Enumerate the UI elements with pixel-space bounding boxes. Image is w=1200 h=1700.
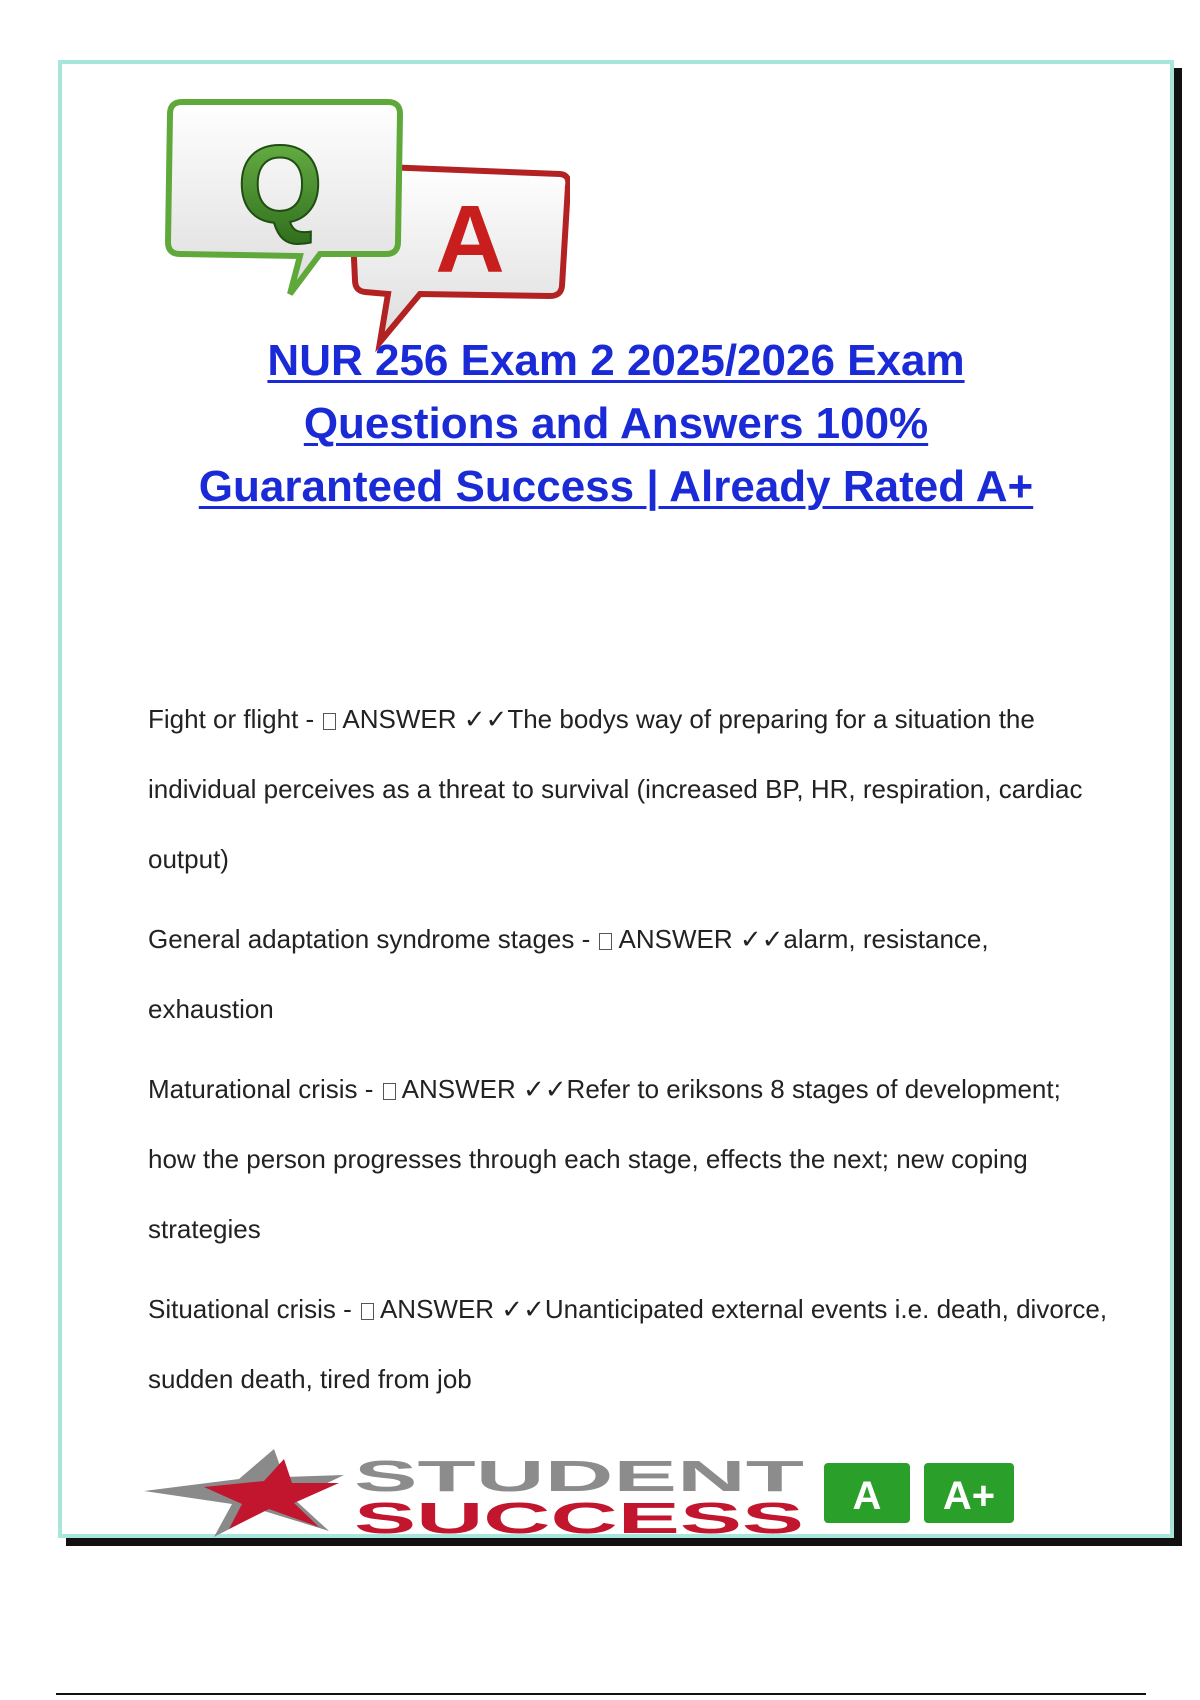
question-text: Maturational crisis -	[148, 1074, 381, 1104]
grade-badge-a-plus	[924, 1463, 1014, 1523]
question-text: Fight or flight -	[148, 704, 322, 734]
qa-item	[148, 1274, 1108, 1414]
answer-label: ANSWER ✓✓	[618, 924, 784, 954]
answer-text: The bodys way of preparing for a situation the individual perceives as a threat to survival (increased BP, HR, respiration, cardiac output)	[148, 704, 1083, 874]
q-letter: Q	[237, 123, 323, 246]
missing-glyph-icon	[323, 713, 336, 730]
grade-badge-a	[824, 1463, 910, 1523]
qa-item	[148, 904, 1108, 1044]
bottom-divider	[56, 1693, 1146, 1695]
qa-list	[148, 684, 1108, 1424]
title-line-2[interactable]: Questions and Answers 100%	[303, 399, 929, 448]
answer-text: Refer to eriksons 8 stages of development; how the person progresses through each stage, effects the next; new coping strategies	[148, 1074, 1061, 1244]
answer-label: ANSWER ✓✓	[342, 704, 508, 734]
missing-glyph-icon	[599, 933, 612, 950]
student-success-logo	[144, 1449, 1134, 1539]
answer-text: alarm, resistance, exhaustion	[148, 924, 989, 1024]
missing-glyph-icon	[361, 1303, 374, 1320]
logo-student-text: STUDENT	[354, 1452, 805, 1501]
badge-a-plus-text: A+	[942, 1474, 996, 1518]
badge-a-text: A	[852, 1474, 882, 1518]
page-frame	[58, 60, 1174, 1538]
missing-glyph-icon	[383, 1083, 396, 1100]
question-text: General adaptation syndrome stages -	[148, 924, 598, 954]
question-text: Situational crisis -	[148, 1294, 359, 1324]
answer-text: Unanticipated external events i.e. death, divorce, sudden death, tired from job	[148, 1294, 1108, 1394]
a-letter: A	[435, 186, 505, 293]
qa-item	[148, 684, 1108, 894]
document-title	[62, 329, 1170, 518]
answer-label: ANSWER ✓✓	[401, 1074, 567, 1104]
qa-speech-bubbles-logo	[150, 94, 570, 364]
title-line-3[interactable]: Guaranteed Success | Already Rated A+	[198, 462, 1034, 511]
star-swoosh-icon	[144, 1449, 344, 1537]
qa-item	[148, 1054, 1108, 1264]
logo-success-text: SUCCESS	[354, 1494, 804, 1539]
title-line-1[interactable]: NUR 256 Exam 2 2025/2026 Exam	[267, 336, 965, 385]
answer-label: ANSWER ✓✓	[379, 1294, 545, 1324]
